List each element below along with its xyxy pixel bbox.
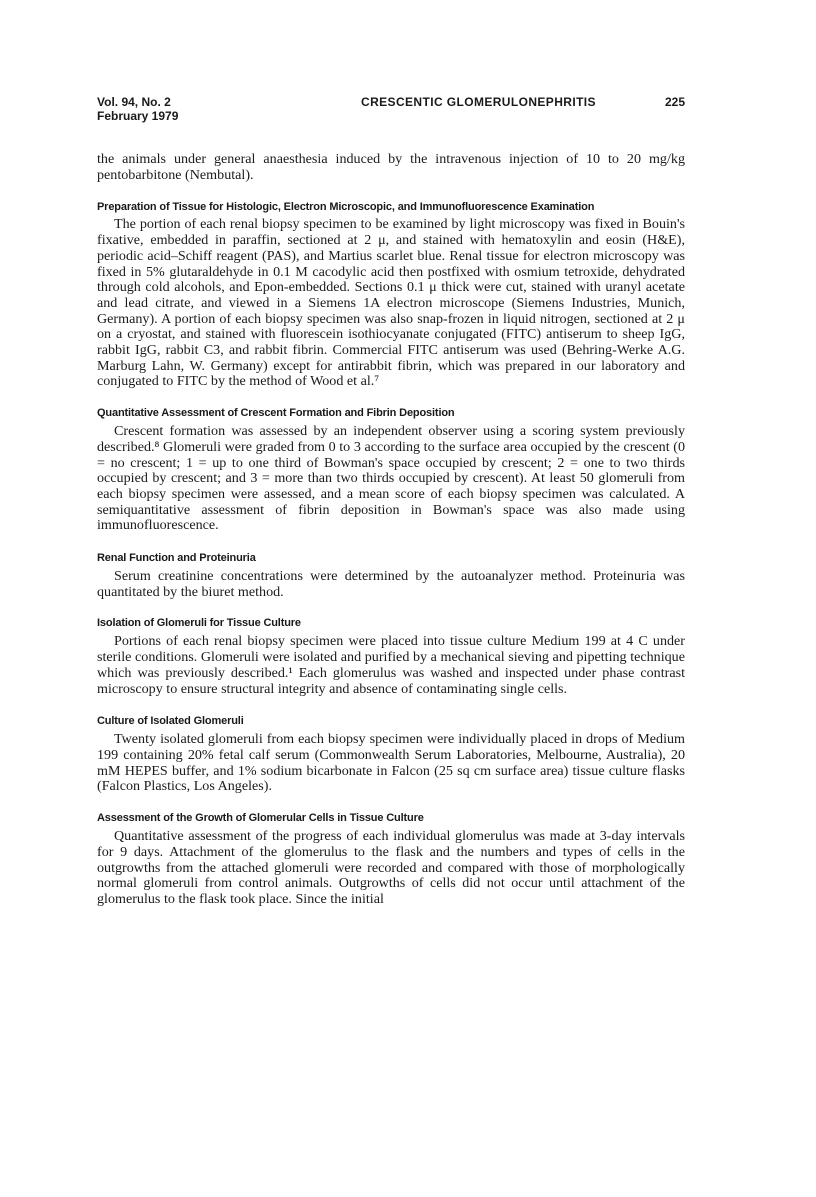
section-heading-renal-function: Renal Function and Proteinuria <box>97 552 256 565</box>
section-paragraph-growth-assessment: Quantitative assessment of the progress of each individual glomerulus was made at 3-day intervals for 9 days. Attachment of the glomerulus to the flask and the numbers and types of cells in the outgrowths from the attached glomeruli were recorded and compared with those of morphologically normal glomeruli from control animals. Outgrowths of cells did not occur until attachment of the glomerulus to the flask took place. Since the initial <box>97 828 685 907</box>
journal-issue-info <box>97 95 178 123</box>
section-paragraph-crescent-assessment: Crescent formation was assessed by an independent observer using a scoring system previously described.⁸ Glomeruli were graded from 0 to 3 according to the surface area occupied by the crescent (0 = no crescent; 1 = up to one third of Bowman's space occupied by crescent; 2 = one to two thirds occupied by crescent; and 3 = more than two thirds occupied by crescent). At least 50 glomeruli from each biopsy specimen were assessed, and a mean score of each biopsy specimen was calculated. A semiquantitative assessment of fibrin deposition in Bowman's space was also made using immunofluorescence. <box>97 423 685 534</box>
section-paragraph-glomeruli-culture: Twenty isolated glomeruli from each biopsy specimen were individually placed in drops of Medium 199 containing 20% fetal calf serum (Commonwealth Serum Laboratories, Melbourne, Australia), 20 mM HEPES buffer, and 1% sodium bicarbonate in Falcon (25 sq cm surface area) tissue culture flasks (Falcon Plastics, Los Angeles). <box>97 731 685 795</box>
running-header <box>97 95 685 125</box>
intro-paragraph: the animals under general anaesthesia induced by the intravenous injection of 10 to 20 mg/kg pentobarbitone (Nembutal). <box>97 151 685 183</box>
page-number: 225 <box>664 95 685 109</box>
section-paragraph-renal-function: Serum creatinine concentrations were determined by the autoanalyzer method. Proteinuria was quantitated by the biuret method. <box>97 568 685 600</box>
section-heading-crescent-assessment: Quantitative Assessment of Crescent Formation and Fibrin Deposition <box>97 407 455 420</box>
page <box>97 95 685 908</box>
running-title: CRESCENTIC GLOMERULONEPHRITIS <box>361 95 596 109</box>
volume-number: Vol. 94, No. 2 <box>97 95 171 109</box>
section-paragraph-glomeruli-isolation: Portions of each renal biopsy specimen were placed into tissue culture Medium 199 at 4 C under sterile conditions. Glomeruli were isolated and purified by a mechanical sieving and pipetting technique which was previously described.¹ Each glomerulus was washed and inspected under phase contrast microscopy to ensure structural integrity and absence of contaminating single cells. <box>97 633 685 697</box>
section-heading-growth-assessment: Assessment of the Growth of Glomerular Cells in Tissue Culture <box>97 812 424 825</box>
issue-date: February 1979 <box>97 109 179 123</box>
section-paragraph-tissue-preparation: The portion of each renal biopsy specimen to be examined by light microscopy was fixed in Bouin's fixative, embedded in paraffin, sectioned at 2 μ, and stained with hematoxylin and eosin (H&E), periodic acid–Schiff reagent (PAS), and Martius scarlet blue. Renal tissue for electron microscopy was fixed in 5% glutaraldehyde in 0.1 M cacodylic acid then postfixed with osmium tetroxide, dehydrated through cold alcohols, and Epon-embedded. Sections 0.1 μ thick were cut, stained with uranyl acetate and lead citrate, and viewed in a Siemens 1A electron microscope (Siemens Industries, Munich, Germany). A portion of each biopsy specimen was also snap-frozen in liquid nitrogen, sectioned at 2 μ on a cryostat, and stained with fluorescein isothiocyanate conjugated (FITC) antiserum to sheep IgG, rabbit IgG, rabbit C3, and rabbit fibrin. Commercial FITC antiserum was used (Behring-Werke A.G. Marburg Lahn, W. Germany) except for antirabbit fibrin, which was prepared in our laboratory and conjugated to FITC by the method of Wood et al.⁷ <box>97 216 685 390</box>
section-heading-glomeruli-isolation: Isolation of Glomeruli for Tissue Culture <box>97 617 301 630</box>
section-heading-tissue-preparation: Preparation of Tissue for Histologic, Electron Microscopic, and Immunofluorescence Examination <box>97 201 595 214</box>
section-heading-glomeruli-culture: Culture of Isolated Glomeruli <box>97 715 244 728</box>
